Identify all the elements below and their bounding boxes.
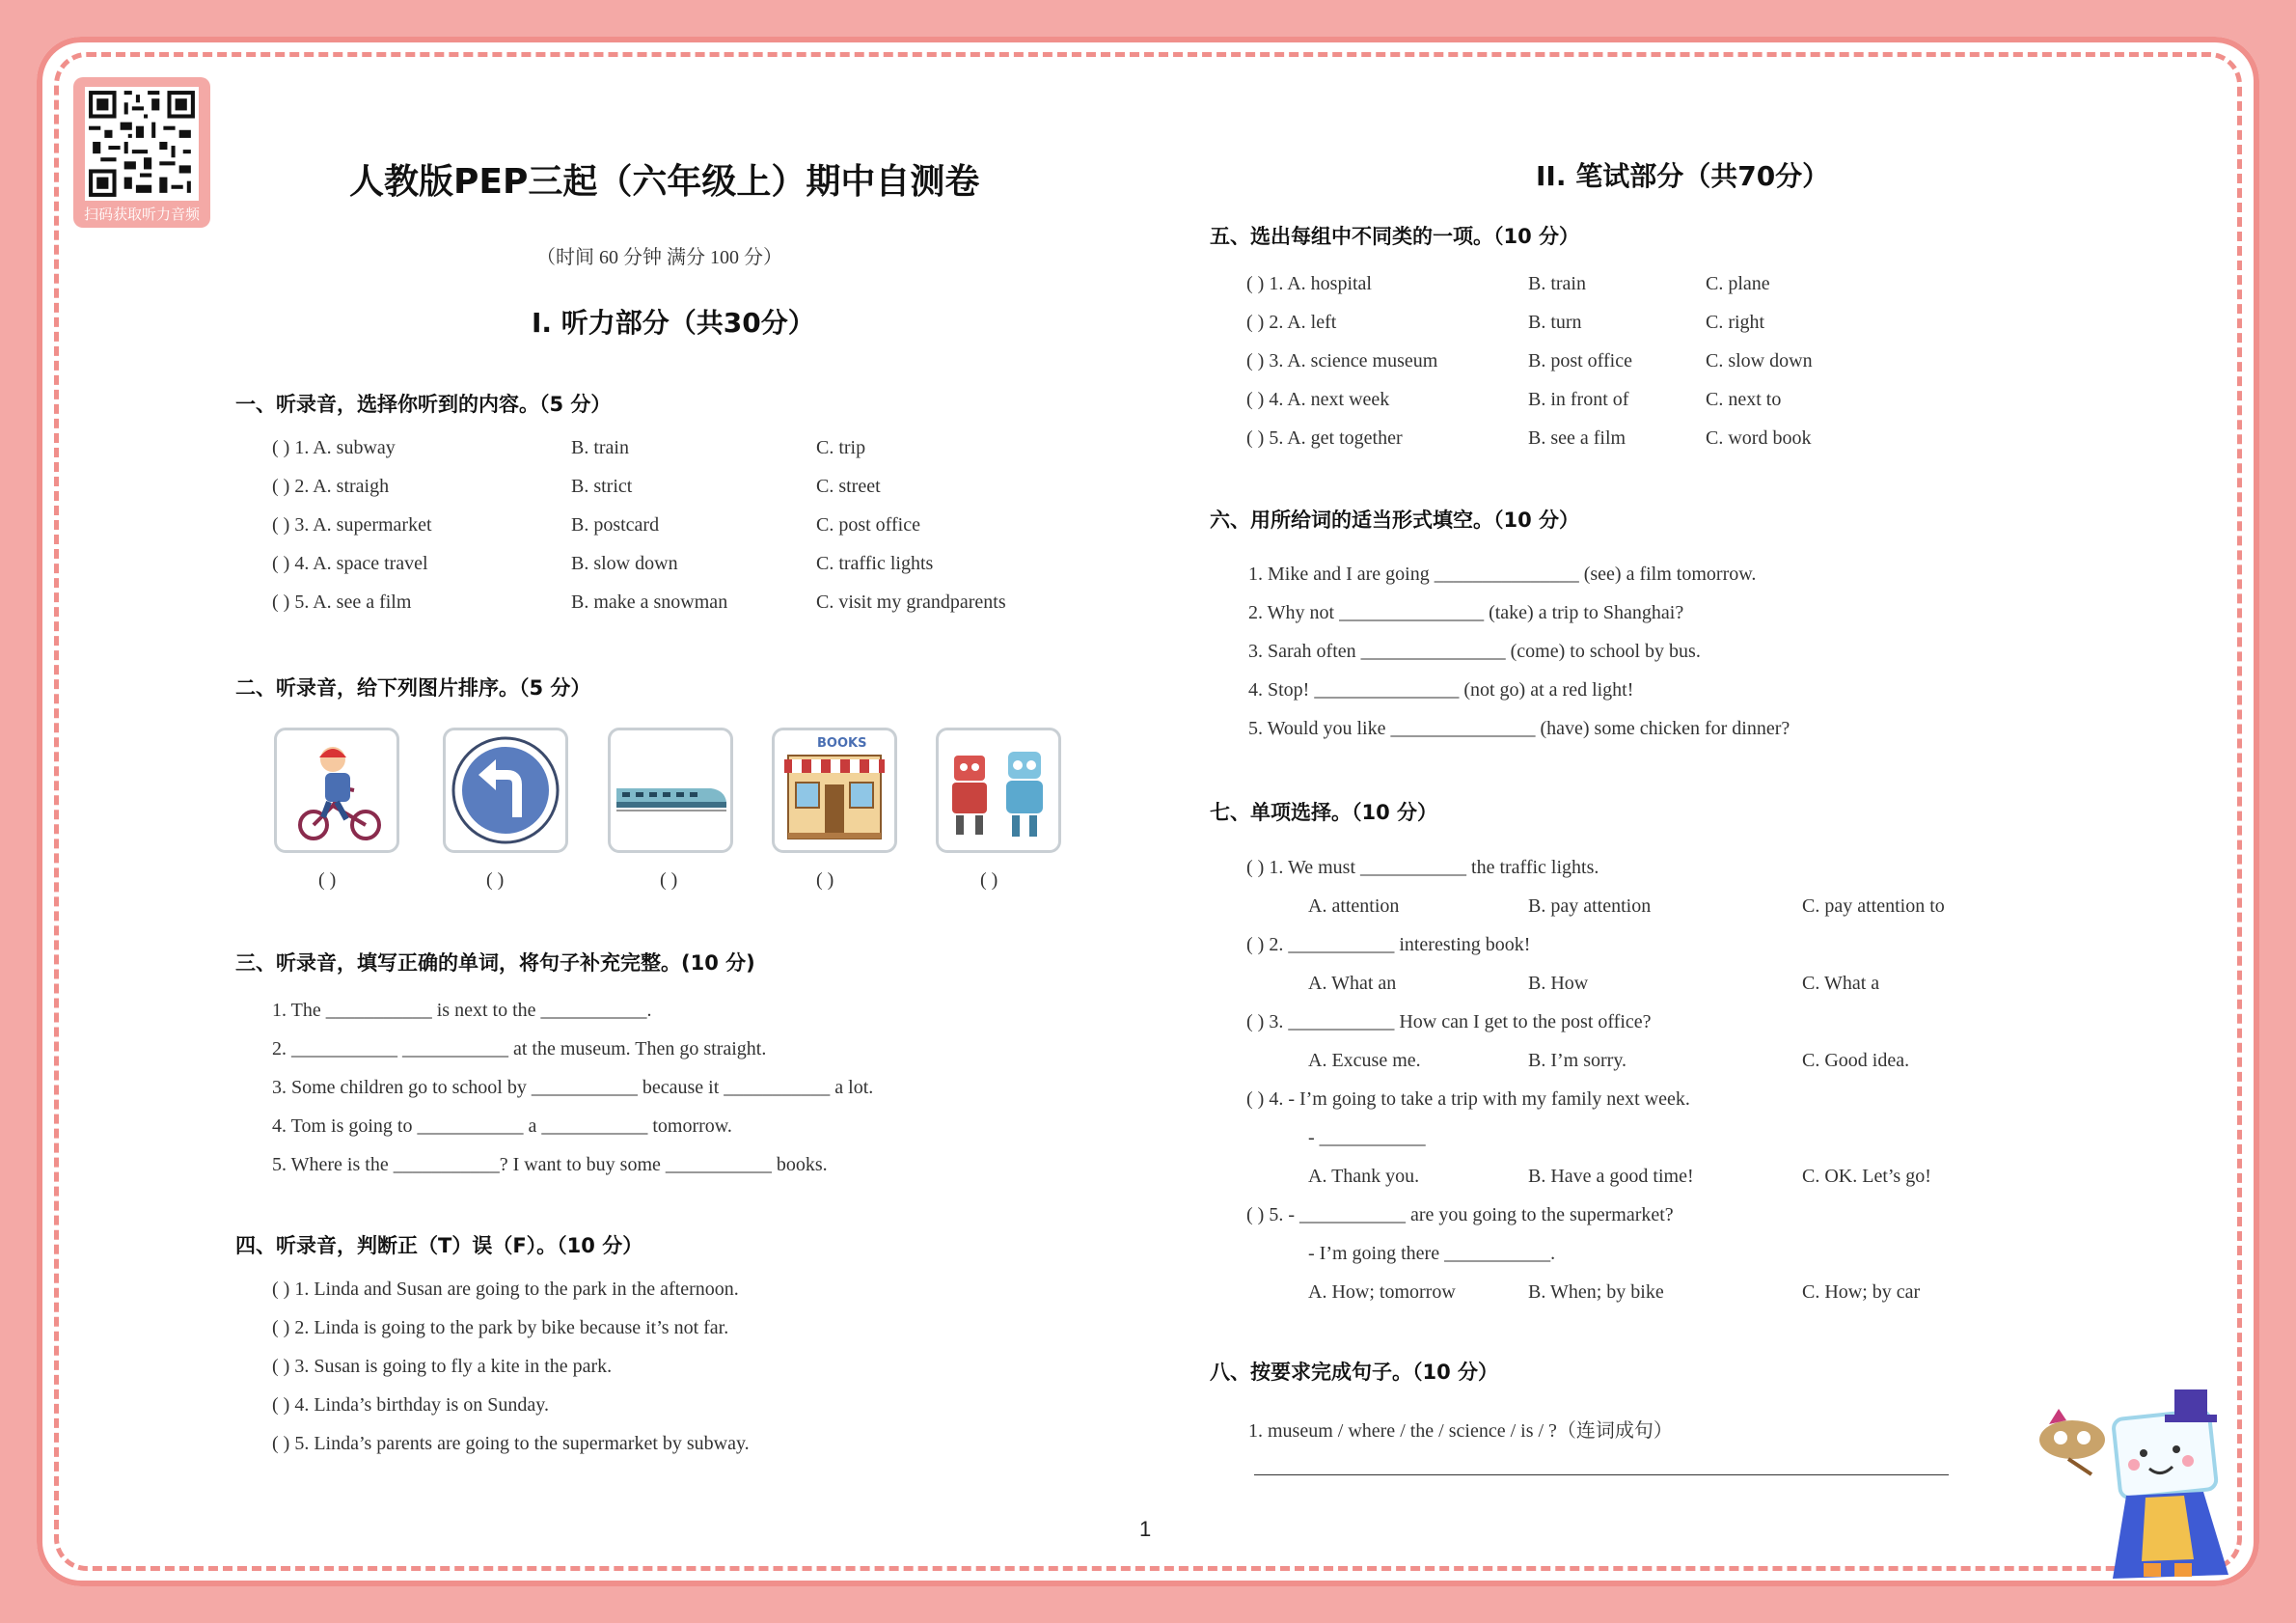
section3-heading: 三、听录音，填写正确的单词，将句子补充完整。(10 分) <box>235 951 755 975</box>
s6-line2[interactable]: 2. Why not _______________ (take) a trip to Shanghai? <box>1248 602 1684 623</box>
section6-heading: 六、用所给词的适当形式填空。（10 分） <box>1210 509 1580 532</box>
picture-robots <box>936 728 1061 853</box>
s5-q5-c: C. word book <box>1706 427 1812 449</box>
s8-answer-line[interactable] <box>1254 1474 1949 1475</box>
exam-subtitle: （时间 60 分钟 满分 100 分） <box>536 247 782 268</box>
s3-line5[interactable]: 5. Where is the ___________? I want to buy some ___________ books. <box>272 1154 828 1175</box>
section8-heading: 八、按要求完成句子。（10 分） <box>1210 1361 1499 1384</box>
s8-q1: 1. museum / where / the / science / is / ?（连词成句） <box>1248 1420 1673 1442</box>
s1-q2-c: C. street <box>816 476 881 497</box>
s5-q2-b: B. turn <box>1528 312 1582 333</box>
s3-line4[interactable]: 4. Tom is going to ___________ a ___________ tomorrow. <box>272 1115 732 1137</box>
s1-q1: ( ) 1. A. subway <box>272 437 396 458</box>
s7-q3-b: B. I’m sorry. <box>1528 1050 1627 1071</box>
s7-q3-a: A. Excuse me. <box>1308 1050 1421 1071</box>
s6-line4[interactable]: 4. Stop! _______________ (not go) at a red light! <box>1248 679 1634 701</box>
picture2-blank[interactable]: ( ) <box>486 869 505 891</box>
s5-q5: ( ) 5. A. get together <box>1246 427 1403 449</box>
s7-q2-c: C. What a <box>1802 973 1880 994</box>
s1-q4-c: C. traffic lights <box>816 553 934 574</box>
s1-q3-c: C. post office <box>816 514 920 536</box>
s5-q4-b: B. in front of <box>1528 389 1629 410</box>
s5-q1-b: B. train <box>1528 273 1586 294</box>
s7-q5-c: C. How; by car <box>1802 1281 1921 1303</box>
s5-q4: ( ) 4. A. next week <box>1246 389 1390 410</box>
s1-q5-b: B. make a snowman <box>571 591 728 613</box>
mascot-book-magician-icon <box>2030 1386 2242 1588</box>
s4-line2[interactable]: ( ) 2. Linda is going to the park by bike because it’s not far. <box>272 1317 729 1338</box>
s6-line3[interactable]: 3. Sarah often _______________ (come) to school by bus. <box>1248 641 1701 662</box>
picture1-blank[interactable]: ( ) <box>318 869 337 891</box>
section7-heading: 七、单项选择。（10 分） <box>1210 801 1438 824</box>
s5-q3-b: B. post office <box>1528 350 1632 371</box>
s4-line5[interactable]: ( ) 5. Linda’s parents are going to the supermarket by subway. <box>272 1433 750 1454</box>
s7-q4[interactable]: ( ) 4. - I’m going to take a trip with my family next week. <box>1246 1088 1690 1110</box>
s1-q4: ( ) 4. A. space travel <box>272 553 428 574</box>
turn-left-sign-icon <box>446 730 565 850</box>
s1-q1-c: C. trip <box>816 437 866 458</box>
picture5-blank[interactable]: ( ) <box>980 869 998 891</box>
s4-line1[interactable]: ( ) 1. Linda and Susan are going to the park in the afternoon. <box>272 1279 739 1300</box>
section2-heading: 二、听录音，给下列图片排序。（5 分） <box>235 676 591 700</box>
s1-q4-b: B. slow down <box>571 553 678 574</box>
s7-q4-reply[interactable]: - ___________ <box>1308 1127 1426 1148</box>
s1-q3-b: B. postcard <box>571 514 660 536</box>
s3-line2[interactable]: 2. ___________ ___________ at the museum. Then go straight. <box>272 1038 767 1059</box>
picture3-blank[interactable]: ( ) <box>660 869 678 891</box>
s5-q5-b: B. see a film <box>1528 427 1626 449</box>
s4-line4[interactable]: ( ) 4. Linda’s birthday is on Sunday. <box>272 1394 550 1416</box>
s7-q1[interactable]: ( ) 1. We must ___________ the traffic lights. <box>1246 857 1599 878</box>
s5-q2: ( ) 2. A. left <box>1246 312 1337 333</box>
boy-on-bike-icon <box>277 730 396 850</box>
s1-q5-c: C. visit my grandparents <box>816 591 1006 613</box>
section1-heading: 一、听录音，选择你听到的内容。（5 分） <box>235 393 612 416</box>
s7-q2-a: A. What an <box>1308 973 1397 994</box>
s7-q5-b: B. When; by bike <box>1528 1281 1664 1303</box>
s5-q3: ( ) 3. A. science museum <box>1246 350 1438 371</box>
qr-caption: 扫码获取听力音频 <box>83 206 200 223</box>
s1-q2-b: B. strict <box>571 476 633 497</box>
picture4-blank[interactable]: ( ) <box>816 869 834 891</box>
picture-bookstore <box>772 728 897 853</box>
s7-q5-a: A. How; tomorrow <box>1308 1281 1456 1303</box>
s7-q4-c: C. OK. Let’s go! <box>1802 1166 1931 1187</box>
part2-title: II. 笔试部分（共70分） <box>1536 160 1830 192</box>
s5-q1: ( ) 1. A. hospital <box>1246 273 1372 294</box>
s5-q3-c: C. slow down <box>1706 350 1813 371</box>
robots-icon <box>939 730 1058 850</box>
qr-code-icon <box>85 87 199 201</box>
s4-line3[interactable]: ( ) 3. Susan is going to fly a kite in the park. <box>272 1356 613 1377</box>
picture-train <box>608 728 733 853</box>
page-number: 1 <box>1139 1517 1152 1541</box>
s7-q5[interactable]: ( ) 5. - ___________ are you going to the supermarket? <box>1246 1204 1674 1225</box>
s7-q1-b: B. pay attention <box>1528 895 1652 917</box>
part1-title: I. 听力部分（共30分） <box>532 307 815 339</box>
s7-q2-b: B. How <box>1528 973 1589 994</box>
s6-line5[interactable]: 5. Would you like _______________ (have) some chicken for dinner? <box>1248 718 1790 739</box>
picture-boy-on-bike <box>274 728 399 853</box>
s7-q1-c: C. pay attention to <box>1802 895 1945 917</box>
s7-q5-reply[interactable]: - I’m going there ___________. <box>1308 1243 1556 1264</box>
section5-heading: 五、选出每组中不同类的一项。（10 分） <box>1210 225 1580 248</box>
qr-code-panel[interactable] <box>73 77 210 228</box>
s1-q1-b: B. train <box>571 437 629 458</box>
s1-q3: ( ) 3. A. supermarket <box>272 514 432 536</box>
s1-q5: ( ) 5. A. see a film <box>272 591 412 613</box>
s7-q1-a: A. attention <box>1308 895 1400 917</box>
s5-q2-c: C. right <box>1706 312 1765 333</box>
s7-q3-c: C. Good idea. <box>1802 1050 1910 1071</box>
exam-title: 人教版PEP三起（六年级上）期中自测卷 <box>349 162 980 202</box>
train-icon <box>611 730 730 850</box>
s3-line1[interactable]: 1. The ___________ is next to the ___________. <box>272 1000 652 1021</box>
s5-q1-c: C. plane <box>1706 273 1770 294</box>
s1-q2: ( ) 2. A. straigh <box>272 476 390 497</box>
s6-line1[interactable]: 1. Mike and I are going _______________ (see) a film tomorrow. <box>1248 564 1757 585</box>
s7-q4-b: B. Have a good time! <box>1528 1166 1694 1187</box>
s3-line3[interactable]: 3. Some children go to school by ___________ because it ___________ a lot. <box>272 1077 874 1098</box>
s7-q3[interactable]: ( ) 3. ___________ How can I get to the post office? <box>1246 1011 1652 1032</box>
s7-q2[interactable]: ( ) 2. ___________ interesting book! <box>1246 934 1531 955</box>
s7-q4-a: A. Thank you. <box>1308 1166 1420 1187</box>
picture-turn-left-sign <box>443 728 568 853</box>
s5-q4-c: C. next to <box>1706 389 1782 410</box>
bookstore-sign: BOOKS <box>817 736 867 751</box>
section4-heading: 四、听录音，判断正（T）误（F）。（10 分） <box>235 1234 643 1257</box>
